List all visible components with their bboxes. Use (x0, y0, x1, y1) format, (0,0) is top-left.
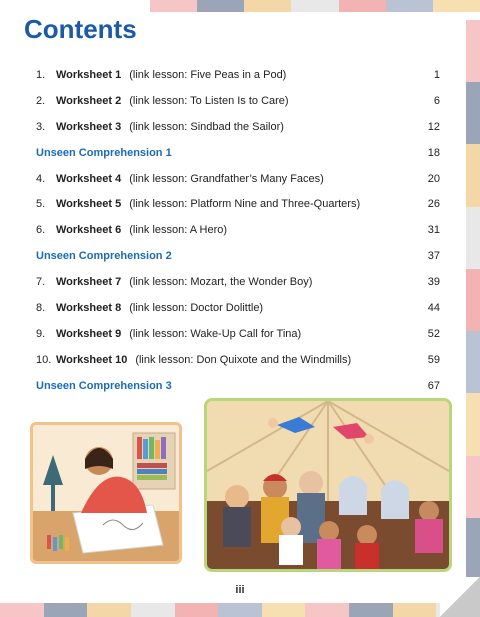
linked-lesson-text: (link lesson: A Hero) (129, 224, 228, 237)
entry-number: 8. (36, 301, 46, 314)
unseen-comprehension-label: Unseen Comprehension 1 (36, 146, 172, 159)
worksheet-label: Worksheet 1 (56, 68, 122, 81)
page-number-cell: 26 (427, 198, 440, 211)
decorative-strip-cell (305, 603, 349, 617)
entry-number: 6. (36, 224, 46, 237)
worksheet-label: Worksheet 5 (56, 198, 122, 211)
page-number-cell: 12 (427, 120, 440, 133)
decorative-strip-cell (150, 0, 197, 12)
entry-number: 9. (36, 327, 46, 340)
unseen-comprehension-label: Unseen Comprehension 3 (36, 379, 172, 392)
decorative-strip-cell (466, 518, 480, 580)
toc-row-unseen[interactable] (36, 140, 440, 166)
page-number-cell: 37 (427, 250, 440, 263)
girl-drawing-illustration (30, 422, 182, 564)
page-number-cell: 18 (427, 146, 440, 159)
page-number: iii (235, 584, 245, 596)
toc-row-worksheet[interactable] (36, 166, 440, 192)
page-corner-fold (440, 577, 480, 617)
linked-lesson-text: (link lesson: Sindbad the Sailor) (129, 120, 284, 133)
entry-number: 5. (36, 198, 46, 211)
decorative-strip-cell (87, 603, 131, 617)
decorative-strip-cell (44, 603, 88, 617)
top-decorative-strip (150, 0, 480, 12)
page-number-cell: 6 (433, 94, 440, 107)
decorative-strip-cell (175, 603, 219, 617)
decorative-strip-cell (466, 20, 480, 82)
girl-drawing-image (33, 425, 179, 561)
entry-number: 3. (36, 120, 46, 133)
worksheet-label: Worksheet 7 (56, 276, 122, 289)
table-of-contents (36, 62, 440, 399)
page-number-cell: 44 (427, 301, 440, 314)
entry-number: 2. (36, 94, 46, 107)
linked-lesson-text: (link lesson: Wake-Up Call for Tina) (129, 327, 302, 340)
worksheet-label: Worksheet 6 (56, 224, 122, 237)
linked-lesson-text: (link lesson: Don Quixote and the Windmills) (135, 353, 352, 366)
toc-row-worksheet[interactable] (36, 217, 440, 243)
toc-row-unseen[interactable] (36, 243, 440, 269)
worksheet-label: Worksheet 4 (56, 172, 122, 185)
circus-audience-illustration (204, 398, 452, 572)
decorative-strip-cell (393, 603, 437, 617)
entry-number: 7. (36, 276, 46, 289)
page-number-cell: 31 (427, 224, 440, 237)
decorative-strip-cell (466, 144, 480, 206)
page-number-cell: 52 (427, 327, 440, 340)
toc-row-worksheet[interactable] (36, 62, 440, 88)
decorative-strip-cell (466, 269, 480, 331)
circus-audience-image (207, 401, 449, 569)
entry-number: 10. (36, 353, 52, 366)
page-number-cell: 67 (427, 379, 440, 392)
unseen-comprehension-label: Unseen Comprehension 2 (36, 250, 172, 263)
decorative-strip-cell (218, 603, 262, 617)
worksheet-label: Worksheet 10 (56, 353, 128, 366)
linked-lesson-text: (link lesson: Platform Nine and Three-Quarters) (129, 198, 361, 211)
decorative-strip-cell (349, 603, 393, 617)
toc-row-worksheet[interactable] (36, 269, 440, 295)
decorative-strip-cell (466, 331, 480, 393)
toc-row-worksheet[interactable] (36, 191, 440, 217)
entry-number: 1. (36, 68, 46, 81)
page-title: Contents (24, 14, 137, 44)
right-decorative-strip (466, 20, 480, 580)
decorative-strip-cell (197, 0, 244, 12)
decorative-strip-cell (244, 0, 291, 12)
toc-row-worksheet[interactable] (36, 114, 440, 140)
decorative-strip-cell (466, 393, 480, 455)
toc-row-worksheet[interactable] (36, 88, 440, 114)
bottom-decorative-strip (0, 603, 480, 617)
page-number-cell: 39 (427, 276, 440, 289)
decorative-strip-cell (262, 603, 306, 617)
worksheet-label: Worksheet 3 (56, 120, 122, 133)
page-number-cell: 1 (433, 68, 440, 81)
decorative-strip-cell (291, 0, 338, 12)
decorative-strip-cell (466, 82, 480, 144)
worksheet-label: Worksheet 8 (56, 301, 122, 314)
worksheet-label: Worksheet 2 (56, 94, 122, 107)
linked-lesson-text: (link lesson: To Listen Is to Care) (129, 94, 289, 107)
linked-lesson-text: (link lesson: Doctor Dolittle) (129, 301, 264, 314)
decorative-strip-cell (433, 0, 480, 12)
toc-row-unseen[interactable] (36, 373, 440, 399)
worksheet-label: Worksheet 9 (56, 327, 122, 340)
decorative-strip-cell (386, 0, 433, 12)
toc-row-worksheet[interactable] (36, 295, 440, 321)
decorative-strip-cell (0, 603, 44, 617)
page-number-cell: 59 (427, 353, 440, 366)
decorative-strip-cell (339, 0, 386, 12)
toc-row-worksheet[interactable] (36, 321, 440, 347)
linked-lesson-text: (link lesson: Grandfather’s Many Faces) (129, 172, 324, 185)
linked-lesson-text: (link lesson: Five Peas in a Pod) (129, 68, 287, 81)
decorative-strip-cell (466, 207, 480, 269)
entry-number: 4. (36, 172, 46, 185)
linked-lesson-text: (link lesson: Mozart, the Wonder Boy) (129, 276, 313, 289)
decorative-strip-cell (131, 603, 175, 617)
toc-row-worksheet[interactable] (36, 347, 440, 373)
decorative-strip-cell (466, 456, 480, 518)
page-number-cell: 20 (427, 172, 440, 185)
